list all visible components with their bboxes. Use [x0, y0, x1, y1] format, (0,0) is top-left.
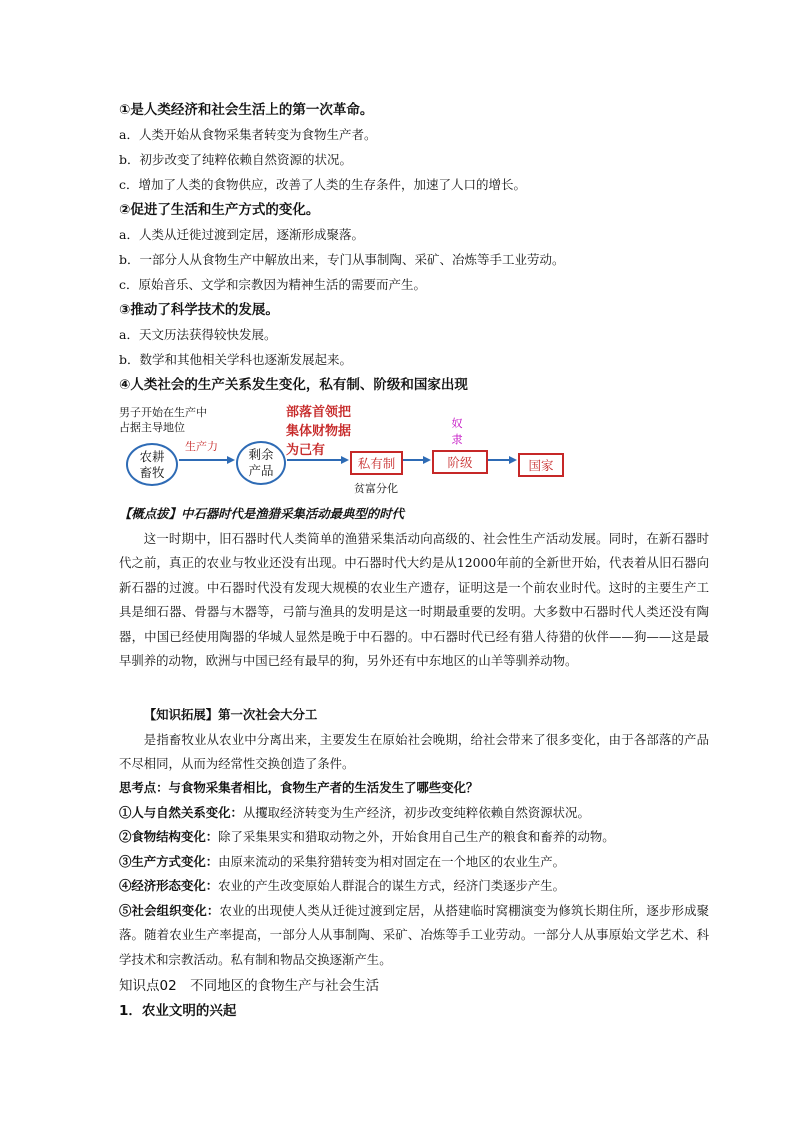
list-item: a．人类开始从食物采集者转变为食物生产者。 — [119, 127, 377, 142]
arrow-2-head — [341, 456, 349, 464]
thinking-point-2 — [119, 825, 709, 850]
diagram-top-label-2: 占据主导地位 — [119, 421, 185, 434]
heading-first-revolution: ①是人类经济和社会生活上的第一次革命。 — [119, 102, 374, 118]
thinking-point-5 — [119, 899, 709, 973]
concept-title: 【概点拔】中石器时代是渔猎采集活动最典型的时代 — [119, 506, 404, 521]
arrow-label-productivity: 生产力 — [185, 440, 218, 453]
box-state: 国家 — [518, 453, 564, 477]
list-item: a．天文历法获得较快发展。 — [119, 327, 277, 342]
label-wealth-gap: 贫富分化 — [354, 482, 398, 495]
node-farming-line1: 农耕 — [139, 448, 165, 464]
extension-block — [119, 703, 709, 777]
point-text: 由原来流动的采集狩猎转变为相对固定在一个地区的农业生产。 — [218, 853, 566, 869]
list-item: b．初步改变了纯粹依赖自然资源的状况。 — [119, 152, 353, 167]
point-text: 除了采集果实和猎取动物之外，开始食用自己生产的粮食和畜养的动物。 — [218, 829, 615, 844]
node-surplus-line1: 剩余 — [248, 447, 274, 462]
heading-production-relations: ④人类社会的生产关系发生变化，私有制、阶级和国家出现 — [119, 377, 468, 393]
point-text: 农业的产生改变原始人群混合的谋生方式，经济门类逐步产生。 — [218, 878, 566, 893]
node-surplus-line2: 产品 — [248, 463, 274, 478]
point-text: 从攫取经济转变为生产经济，初步改变纯粹依赖自然资源状况。 — [242, 804, 590, 820]
arrow-3-head — [423, 456, 431, 464]
list-item: c．增加了人类的食物供应，改善了人类的生存条件，加速了人口的增长。 — [119, 177, 527, 192]
thinking-question: 思考点：与食物采集者相比，食物生产者的生活发生了哪些变化？ — [119, 780, 479, 795]
thinking-block — [119, 776, 709, 972]
concept-text: 这一时期中，旧石器时代人类简单的渔猎采集活动向高级的、社会性生产活动发展。同时，在新石器时代之前，真正的农业与牧业还没有出现。中石器时代大约是从12000年前的全新世开始，代表着从旧石器向新石器的过渡。中石器时代没有发现大规模的农业生产遗存，证明这是一个前农业时代。这时的主要生产工具是细石器、骨器与木器等，弓箭与渔具的发明是这一时期最重要的发明。大多数中石器时代人类还没有陶器，中国已经使用陶器的华城人显然是晚于中石器的。中石器时代已经有猎人待猎的伙伴——狗——这是最早驯养的动物，欧洲与中国已经有最早的狗，另外还有中东地区的山羊等驯养动物。 — [119, 530, 709, 668]
knowledge-point-title: 知识点02 不同地区的食物生产与社会生活 — [119, 978, 380, 994]
node-farming-line2: 畜牧 — [139, 464, 165, 480]
concept-block — [119, 502, 709, 674]
box-class: 阶级 — [432, 450, 488, 474]
red-note-line1: 部落首领把 — [286, 405, 352, 420]
node-surplus-products — [236, 441, 286, 485]
box-private-ownership: 私有制 — [350, 451, 403, 475]
list-item: b．一部分人从食物生产中解放出来，专门从事制陶、采矿、冶炼等手工业劳动。 — [119, 252, 565, 267]
diagram-top-label-1: 男子开始在生产中 — [119, 406, 207, 419]
extension-text: 是指畜牧业从农业中分离出来，主要发生在原始社会晚期，给社会带来了很多变化，由于各部落的产品不尽相同，从而为经常性交换创造了条件。 — [119, 731, 709, 771]
heading-science-development: ③推动了科学技术的发展。 — [119, 302, 279, 318]
list-item: a．人类从迁徙过渡到定居，逐渐形成聚落。 — [119, 227, 364, 242]
point-label: ④经济形态变化： — [119, 878, 219, 893]
extension-title: 【知识拓展】第一次社会大分工 — [143, 707, 318, 722]
slave-label-1: 奴 — [451, 417, 463, 430]
thinking-point-4 — [119, 874, 709, 899]
list-item: b．数学和其他相关学科也逐渐发展起来。 — [119, 352, 353, 367]
red-note-line2: 集体财物据 — [286, 424, 352, 439]
heading-lifestyle-change: ②促进了生活和生产方式的变化。 — [119, 202, 320, 218]
slave-label-2: 隶 — [451, 433, 463, 446]
knowledge-point-subtitle: 1．农业文明的兴起 — [119, 1003, 237, 1019]
thinking-point-1 — [119, 801, 709, 826]
red-note-line3: 为己有 — [286, 443, 326, 458]
point-label: ⑤社会组织变化： — [119, 902, 220, 918]
flow-diagram — [119, 402, 589, 502]
point-label: ①人与自然关系变化： — [119, 804, 243, 820]
thinking-point-3 — [119, 850, 709, 875]
arrow-4-head — [509, 456, 517, 464]
point-text: 农业的出现使人类从迁徙过渡到定居，从搭建临时窝棚演变为修筑长期住所，逐步形成聚落。随着农业生产率提高，一部分人从事制陶、采矿、冶炼等手工业劳动。一部分人从事原始文学艺术、科学技术和宗教活动。私有制和物品交换逐渐产生。 — [119, 902, 710, 967]
point-label: ③生产方式变化： — [119, 853, 219, 869]
point-label: ②食物结构变化： — [119, 829, 219, 844]
list-item: c．原始音乐、文学和宗教因为精神生活的需要而产生。 — [119, 277, 427, 292]
arrow-1-head — [227, 456, 235, 464]
